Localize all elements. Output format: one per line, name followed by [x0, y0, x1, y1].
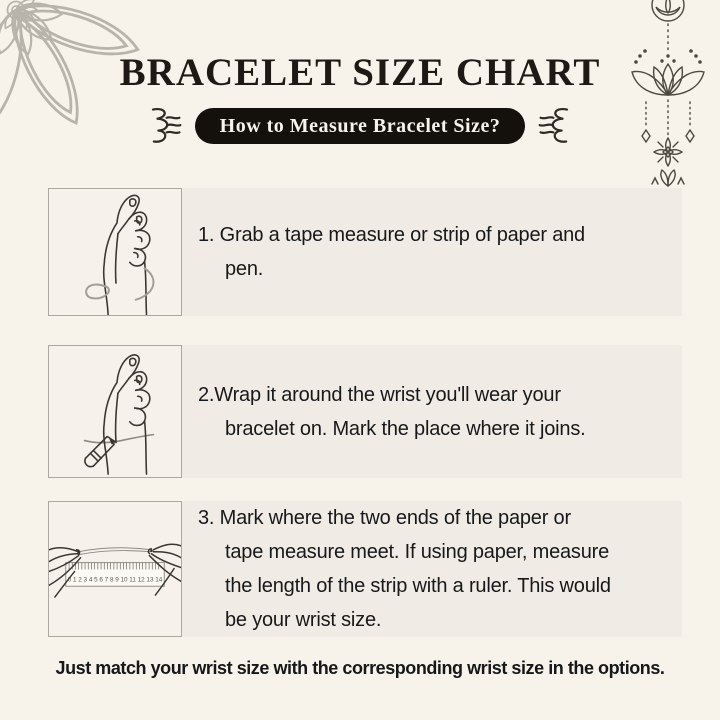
- step-row-1: [48, 188, 682, 316]
- step3-line-4: be your wrist size.: [225, 609, 382, 631]
- step1-line-1: 1. Grab a tape measure or strip of paper and: [198, 224, 585, 246]
- footer-note: Just match your wrist size with the corresponding wrist size in the options.: [55, 658, 665, 678]
- right-flourish-icon: [538, 105, 576, 147]
- step3-line-3: the length of the strip with a ruler. This would: [225, 575, 611, 597]
- step2-illustration-box: [48, 345, 182, 478]
- fist-with-pen-icon: [49, 346, 181, 477]
- step-row-2: [48, 345, 682, 478]
- left-flourish-icon: [144, 105, 182, 147]
- step3-text: [182, 501, 682, 637]
- ruler-numbers: 0 1 2 3 4 5 6 7 8 9 10 11 12 13 14: [67, 576, 163, 584]
- step1-line-2: pen.: [225, 258, 264, 280]
- step1-illustration-box: [48, 188, 182, 316]
- step-row-3: [48, 501, 682, 637]
- hands-ruler-measure-icon: [49, 502, 181, 636]
- step2-text: [182, 345, 682, 478]
- how-to-measure-badge: How to Measure Bracelet Size?: [195, 108, 526, 144]
- page-title: BRACELET SIZE CHART: [119, 51, 601, 94]
- step2-line-2: bracelet on. Mark the place where it joins.: [225, 417, 586, 440]
- step3-line-1: 3. Mark where the two ends of the paper or: [198, 507, 571, 529]
- step1-text: [182, 188, 682, 316]
- badge-row: [0, 106, 720, 146]
- step3-line-2: tape measure meet. If using paper, measure: [225, 541, 610, 563]
- step2-line-1: 2.Wrap it around the wrist you'll wear your: [198, 383, 561, 406]
- step3-illustration-box: [48, 501, 182, 637]
- steps-list: [48, 188, 682, 637]
- fist-with-bracelet-icon: [49, 189, 181, 315]
